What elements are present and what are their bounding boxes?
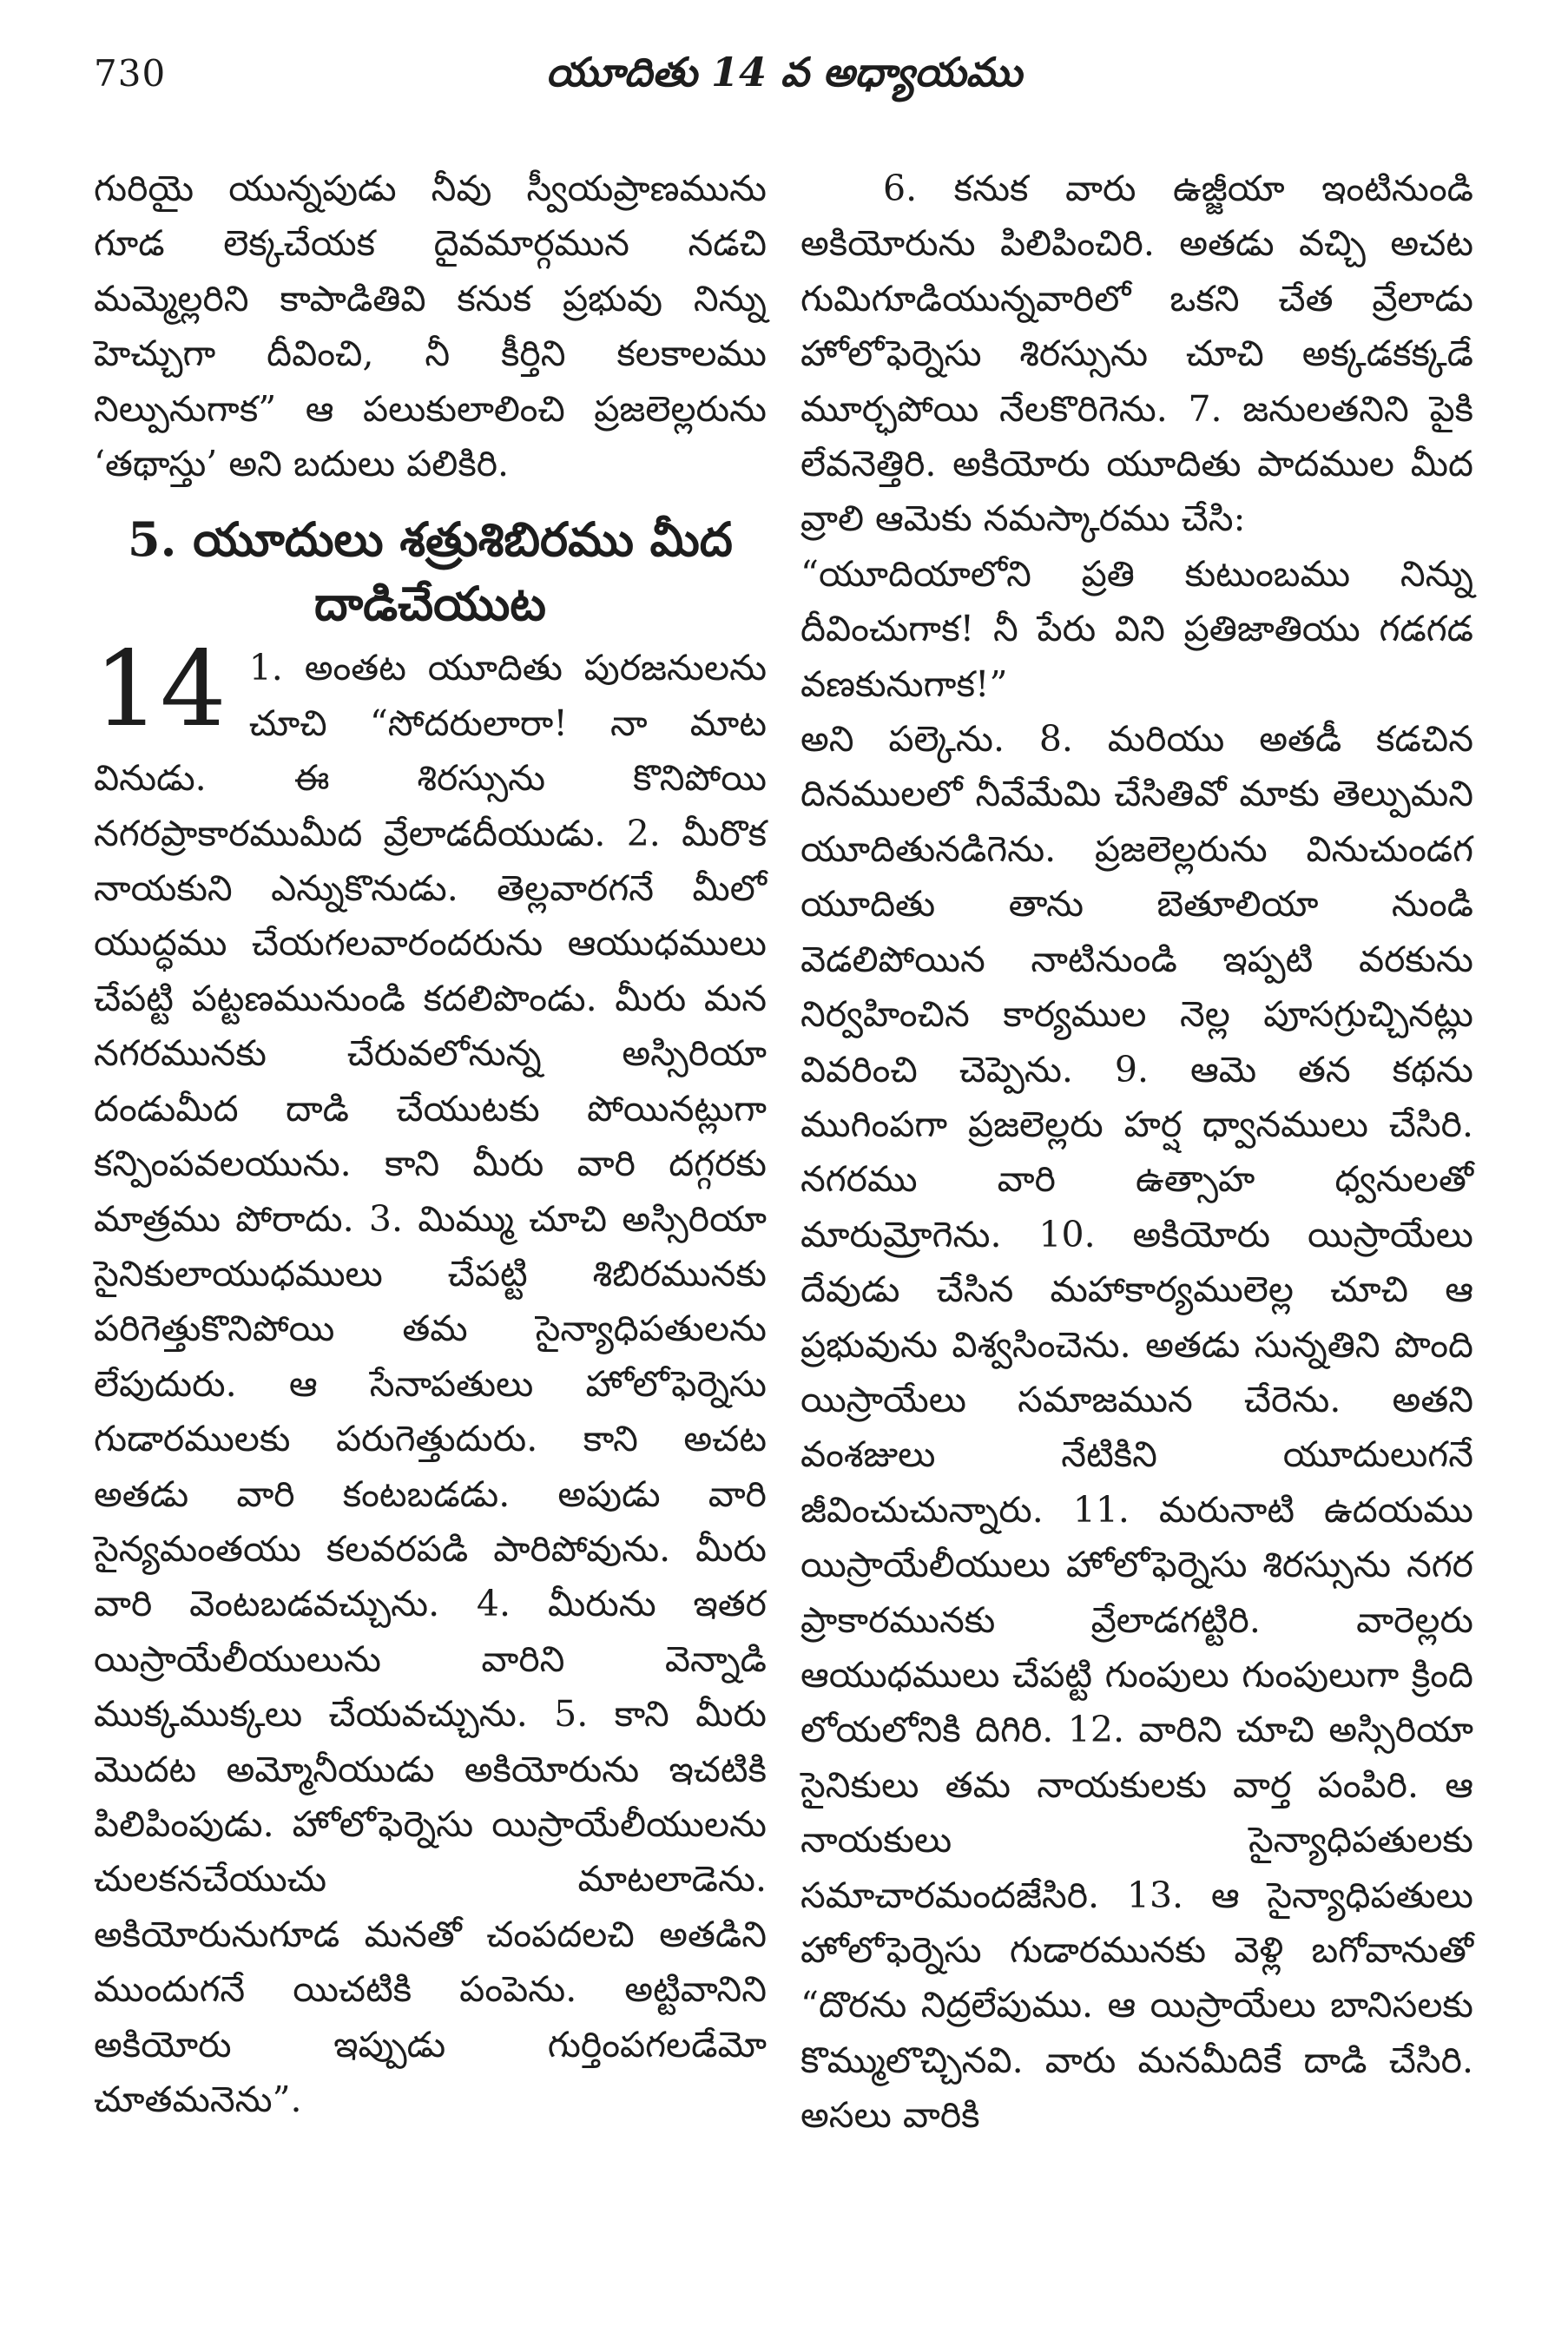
page-number: 730 (94, 52, 167, 95)
chapter-opening-paragraph (94, 629, 767, 2127)
running-title: యూదితు 14 వ అధ్యాయము (545, 49, 1023, 96)
verse-paragraph: 6. కనుక వారు ఉజ్జీయా ఇంటినుండి అకియోరును పిలిపించిరి. అతడు వచ్చి అచట గుమిగూడియున్నవారిలో ఒకని చేత వ్రేలాడు హోలోఫెర్నెసు శిరస్సును చూచి అక్కడకక్కడే మూర్ఛపోయి నేలకొరిగెను. 7. జనులతనిని పైకి లేవనెత్తిరి. అకియోరు యూదితు పాదముల మీద వ్రాలి ఆమెకు నమస్కారము చేసి: (800, 168, 1473, 540)
page-header (94, 45, 1474, 115)
chapter-number: 14 (94, 629, 227, 751)
section-heading: 5. యూదులు శత్రుశిబిరము మీద దాడిచేయుట (128, 511, 733, 632)
blessing-quote: “యూదియాలోని ప్రతి కుటుంబము నిన్ను దీవించుగాక! నీ పేరు విని ప్రతిజాతియు గడగడ వణకునుగాక!” (800, 552, 1473, 705)
verse-paragraph-continued: అని పల్కెను. 8. మరియు అతడీ కడచిన దినములలో నీవేమేమి చేసితివో మాకు తెల్పుమని యూదితునడిగెను. ప్రజలెల్లరును వినుచుండగ యూదితు తాను బెతూలియా నుండి వెడలిపోయిన నాటినుండి ఇప్పటి వరకును నిర్వహించిన కార్యముల నెల్ల పూసగ్రుచ్చినట్లు వివరించి చెప్పెను. 9. ఆమె తన కథను ముగింపగా ప్రజలెల్లరు హర్ష ధ్వానములు చేసిరి. నగరము వారి ఉత్సాహ ధ్వనులతో మారుమ్రోగెను. 10. అకియోరు యిస్రాయేలు దేవుడు చేసిన మహాకార్యములెల్ల చూచి ఆ ప్రభువును విశ్వసించెను. అతడు సున్నతిని పొంది యిస్రాయేలు సమాజమున చేరెను. అతని వంశజులు నేటికిని యూదులుగనే జీవించుచున్నారు. 11. మరునాటి ఉదయము యిస్రాయేలీయులు హోలోఫెర్నెసు శిరస్సును నగర ప్రాకారమునకు వ్రేలాడగట్టిరి. వారెల్లరు ఆయుధములు చేపట్టి గుంపులు గుంపులుగా క్రింది లోయలోనికి దిగిరి. 12. వారిని చూచి అస్సిరియా సైనికులు తమ నాయకులకు వార్త పంపిరి. ఆ నాయకులు సైన్యాధిపతులకు సమాచారమందజేసిరి. 13. ఆ సైన్యాధిపతులు హోలోఫెర్నెసు గుడారమునకు వెళ్లి బగోవానుతో “దొరను నిద్రలేపుము. ఆ యిస్రాయేలు బానిసలకు కొమ్ములొచ్చినవి. వారు మనమీదికే దాడి చేసిరి. అసలు వారికి (800, 718, 1473, 2137)
left-column (94, 161, 767, 2127)
right-column (800, 161, 1473, 2144)
chapter-text: 1. అంతట యూదితు పురజనులను చూచి “సోదరులారా! నా మాట వినుడు. ఈ శిరస్సును కొనిపోయి నగరప్రాకారముమీద వ్రేలాడదీయుడు. 2. మీరొక నాయకుని ఎన్నుకొనుడు. తెల్లవారగనే మీలో యుద్ధము చేయగలవారందరును ఆయుధములు చేపట్టి పట్టణమునుండి కదలిపొండు. మీరు మన నగరమునకు చేరువలోనున్న అస్సిరియా దండుమీద దాడి చేయుటకు పోయినట్లుగా కన్పింపవలయును. కాని మీరు వారి దగ్గరకు మాత్రము పోరాదు. 3. మిమ్ము చూచి అస్సిరియా సైనికులాయుధములు చేపట్టి శిబిరమునకు పరిగెత్తుకొనిపోయి తమ సైన్యాధిపతులను లేపుదురు. ఆ సేనాపతులు హోలోఫెర్నెసు గుడారములకు పరుగెత్తుదురు. కాని అచట అతడు వారి కంటబడడు. అపుడు వారి సైన్యమంతయు కలవరపడి పారిపోవును. మీరు వారి వెంటబడవచ్చును. 4. మీరును ఇతర యిస్రాయేలీయులును వారిని వెన్నాడి ముక్కముక్కలు చేయవచ్చును. 5. కాని మీరు మొదట అమ్మోనీయుడు అకియోరును ఇచటికి పిలిపింపుడు. హోలోఫెర్నెసు యిస్రాయేలీయులను చులకనచేయుచు మాటలాడెను. అకియోరునుగూడ మనతో చంపదలచి అతడిని ముందుగనే యిచటికి పంపెను. అట్టివానిని అకియోరు ఇప్పుడు గుర్తింపగలడేమో చూతమనెను”. (94, 647, 767, 2120)
continuation-paragraph: గురియై యున్నపుడు నీవు స్వీయప్రాణమును గూడ లెక్కచేయక దైవమార్గమున నడచి మమ్మెల్లరిని కాపాడితివి కనుక ప్రభువు నిన్ను హెచ్చుగా దీవించి, నీ కీర్తిని కలకాలము నిల్పునుగాక” ఆ పలుకులాలించి ప్రజలెల్లరును ‘తథాస్తు’ అని బదులు పలికిరి. (94, 168, 767, 485)
